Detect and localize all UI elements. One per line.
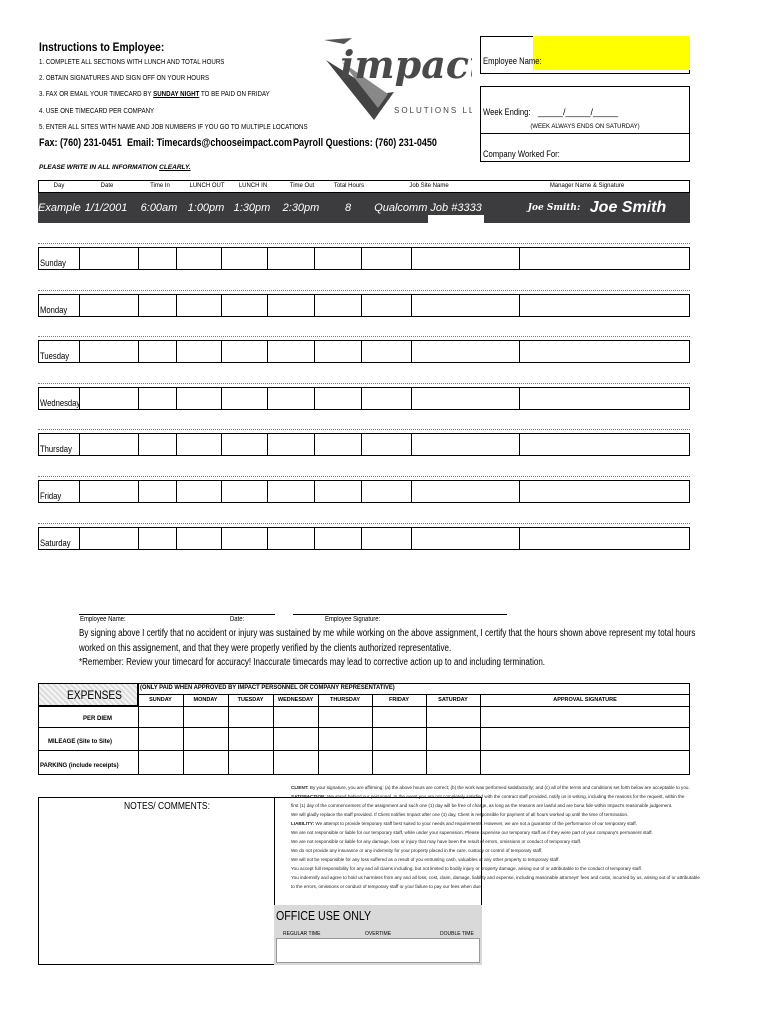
terms-heading: LIABILITY: xyxy=(291,821,315,826)
cell-border xyxy=(138,528,139,549)
write-clearly-text: PLEASE WRITE IN ALL INFORMATION xyxy=(39,164,158,171)
cell-border xyxy=(176,248,177,269)
write-clearly-emphasis: CLEARLY. xyxy=(159,164,191,171)
employee-name-line xyxy=(79,614,275,615)
grid-line xyxy=(38,706,690,707)
expense-day-header: THURSDAY xyxy=(329,697,361,703)
terms-line xyxy=(291,830,653,835)
cell-border xyxy=(411,481,412,502)
cell-border xyxy=(79,295,80,316)
cell-border xyxy=(411,388,412,409)
terms-text: first (1) day of the commencement of the assignment and such one (1) day will be free of charge, as long as the reasons are lawful and are bona fide within Impact's reasonable judgement. xyxy=(291,803,673,808)
cell-border xyxy=(221,481,222,502)
week-ending-note: (WEEK ALWAYS ENDS ON SATURDAY) xyxy=(530,124,640,130)
day-label: Tuesday xyxy=(40,351,70,361)
cell-border xyxy=(519,295,520,316)
cell-border xyxy=(267,248,268,269)
cell-border xyxy=(138,434,139,455)
day-label: Friday xyxy=(40,491,62,501)
expense-day-header: SUNDAY xyxy=(149,697,172,703)
expense-day-header: FRIDAY xyxy=(389,697,409,703)
write-clearly-note xyxy=(39,164,191,171)
row-separator xyxy=(38,290,690,291)
col-lunch-in: LUNCH IN xyxy=(238,183,268,189)
certification-text: By signing above I certify that no accident or injury was sustained by me while working on the above assignment, I certify that the hours shown above represent my total hours xyxy=(79,628,696,639)
grid-line xyxy=(228,694,229,774)
cell-border xyxy=(314,528,315,549)
cell-border xyxy=(361,295,362,316)
col-day: Day xyxy=(53,183,65,189)
cell-border xyxy=(221,295,222,316)
timecard-day-row[interactable] xyxy=(38,294,690,317)
expense-row-label: PER DIEM xyxy=(82,716,112,722)
terms-line xyxy=(291,884,482,889)
signature-line xyxy=(293,614,507,615)
expense-day-header: MONDAY xyxy=(193,697,218,703)
cell-border xyxy=(519,388,520,409)
certification-reminder: *Remember: Review your timecard for accuracy! Inaccurate timecards may lead to corrective action up to and including termination. xyxy=(79,657,545,668)
cell-border xyxy=(267,388,268,409)
cell-border xyxy=(361,248,362,269)
cell-border xyxy=(519,248,520,269)
instruction-text: 3. FAX OR EMAIL YOUR TIMECARD BY xyxy=(39,91,152,98)
cell-border xyxy=(138,295,139,316)
expenses-title-box xyxy=(38,683,138,706)
week-ending-label: Week Ending: xyxy=(483,107,531,117)
terms-text: We attempt to provide temporary staff best suited to your needs and requirements. However, we are not a guarantor of the performance of our temporary staff. xyxy=(314,821,637,826)
day-label: Sunday xyxy=(40,258,66,268)
cell-border xyxy=(411,528,412,549)
cell-border xyxy=(267,434,268,455)
terms-text: You accept full responsibility for any and all claims including, but not limited to bodily injury or property damage, arising out of or attributable to the conduct of temporary staff. xyxy=(291,866,643,871)
terms-text: We are not responsible or liable for any damage, loss or injury that may have been the result of errors, omissions or conduct of temporary staff. xyxy=(291,839,582,844)
cell-border xyxy=(79,341,80,362)
terms-line xyxy=(291,839,581,844)
expense-row-label: PARKING (include receipts) xyxy=(40,763,119,769)
terms-line xyxy=(291,857,560,862)
grid-line xyxy=(38,727,690,728)
col-date: Date xyxy=(100,183,114,189)
email-address: Email: Timecards@chooseimpact.com xyxy=(127,137,293,149)
instructions-title: Instructions to Employee: xyxy=(39,40,165,54)
cell-border xyxy=(138,248,139,269)
terms-text: We will gladly replace the staff provided. If Client notifies Impact after one (1) day, Client is responsible for payment of all hours worked up until the time of termination. xyxy=(291,812,629,817)
terms-line xyxy=(291,821,637,826)
cell-border xyxy=(221,341,222,362)
row-separator xyxy=(38,336,690,337)
cell-border xyxy=(267,341,268,362)
grid-line xyxy=(426,694,427,774)
cell-border xyxy=(176,528,177,549)
employee-signature-label: Employee Signature: xyxy=(325,616,381,623)
example-total-hours: 8 xyxy=(344,202,352,214)
cell-border xyxy=(519,528,520,549)
instruction-item: 1. COMPLETE ALL SECTIONS WITH LUNCH AND TOTAL HOURS xyxy=(39,59,225,66)
office-use-entry xyxy=(276,938,480,963)
table-header xyxy=(38,180,690,193)
cell-border xyxy=(411,248,412,269)
grid-line xyxy=(38,706,39,774)
cell-border xyxy=(361,528,362,549)
row-separator xyxy=(38,476,690,477)
col-time-in: Time In xyxy=(150,183,170,189)
cell-border xyxy=(519,481,520,502)
example-day: Example xyxy=(38,202,81,214)
cell-border xyxy=(361,481,362,502)
day-label: Saturday xyxy=(40,538,71,548)
office-use-title: OFFICE USE ONLY xyxy=(276,908,372,923)
col-manager: Manager Name & Signature xyxy=(549,183,625,189)
grid-line xyxy=(480,694,481,774)
grid-line xyxy=(138,694,139,774)
divider xyxy=(480,133,690,134)
cell-border xyxy=(221,434,222,455)
terms-text: We do not provide any insurance or any indemnity for your property placed in the care, custody or control of temporary staff. xyxy=(291,848,543,853)
terms-text: to the errors, omissions or conduct of temporary staff or your failure to pay our fees when due. xyxy=(291,884,482,889)
terms-line xyxy=(291,785,690,790)
payroll-phone: Payroll Questions: (760) 231-0450 xyxy=(293,137,437,149)
expense-day-header: SATURDAY xyxy=(438,697,468,703)
cell-border xyxy=(411,341,412,362)
example-lunch-out: 1:00pm xyxy=(187,202,225,214)
grid-line xyxy=(38,750,690,751)
expense-day-header: TUESDAY xyxy=(237,697,264,703)
instruction-item: 5. ENTER ALL SITES WITH NAME AND JOB NUMBERS IF YOU GO TO MULTIPLE LOCATIONS xyxy=(39,124,308,131)
terms-heading: CLIENT: xyxy=(291,785,309,790)
cell-border xyxy=(176,434,177,455)
cell-border xyxy=(176,341,177,362)
timecard-day-row[interactable] xyxy=(38,480,690,503)
cell-border xyxy=(361,434,362,455)
cell-border xyxy=(138,388,139,409)
timecard-day-row[interactable] xyxy=(38,433,690,456)
logo-tagline: SOLUTIONS L xyxy=(394,106,469,115)
day-label: Wednesday xyxy=(40,398,81,408)
terms-line xyxy=(291,875,700,880)
company-worked-for-label: Company Worked For: xyxy=(483,149,560,159)
example-row xyxy=(38,193,690,223)
row-separator xyxy=(38,383,690,384)
example-manager-signature: Joe Smith: xyxy=(527,203,581,213)
grid-line xyxy=(138,683,139,695)
logo-graphic xyxy=(322,36,472,128)
cell-border xyxy=(79,434,80,455)
employee-name-label: Employee Name: xyxy=(483,56,542,66)
terms-text: We stand behind our personnel. In the event you are not completely satisfied with the contract staff provided, notify us in writing, including the reasons for the request, within the xyxy=(325,794,685,799)
cell-border xyxy=(314,341,315,362)
timecard-day-row[interactable] xyxy=(38,387,690,410)
week-ending-input[interactable]: _____/_____/_____ xyxy=(538,107,619,117)
cell-border xyxy=(221,528,222,549)
cell-border xyxy=(314,434,315,455)
timecard-day-row[interactable] xyxy=(38,247,690,270)
example-job-site: Qualcomm Job #3333 xyxy=(374,202,482,214)
terms-line xyxy=(291,848,543,853)
cell-border xyxy=(79,481,80,502)
instruction-item: 2. OBTAIN SIGNATURES AND SIGN OFF ON YOUR HOURS xyxy=(39,75,210,82)
instruction-emphasis: SUNDAY NIGHT xyxy=(153,91,200,98)
cell-border xyxy=(267,295,268,316)
cell-border xyxy=(314,481,315,502)
office-regular-label: REGULAR TIME xyxy=(283,931,321,937)
day-label: Monday xyxy=(40,305,68,315)
notes-label: NOTES/ COMMENTS: xyxy=(124,801,210,812)
grid-line xyxy=(138,694,690,695)
cell-border xyxy=(267,481,268,502)
cell-border xyxy=(79,248,80,269)
cell-border xyxy=(221,388,222,409)
cell-border xyxy=(79,528,80,549)
day-label: Thursday xyxy=(40,444,72,454)
impact-logo xyxy=(322,36,472,128)
cell-border xyxy=(519,434,520,455)
example-date: 1/1/2001 xyxy=(84,202,128,214)
employee-name-sig-label: Employee Name: xyxy=(80,616,126,623)
timecard-day-row[interactable] xyxy=(38,527,690,550)
col-time-out: Time Out xyxy=(289,183,315,189)
expense-row-label: MILEAGE (Site to Site) xyxy=(47,739,112,745)
cell-border xyxy=(176,388,177,409)
terms-line xyxy=(291,812,628,817)
cell-border xyxy=(314,388,315,409)
office-overtime-label: OVERTIME xyxy=(365,931,392,937)
grid-line xyxy=(372,694,373,774)
grid-line xyxy=(38,774,690,775)
employee-name-input[interactable] xyxy=(533,36,690,70)
cell-border xyxy=(411,434,412,455)
approval-signature-header: APPROVAL SIGNATURE xyxy=(553,697,617,703)
grid-line xyxy=(183,694,184,774)
grid-line xyxy=(138,683,690,684)
expenses-note: (ONLY PAID WHEN APPROVED BY IMPACT PERSONNEL OR COMPANY REPRESENTATIVE) xyxy=(140,684,395,691)
col-lunch-out: LUNCH OUT xyxy=(189,183,225,189)
certification-text: worked on this assignement, and that they were properly verified by the clients authorized representative. xyxy=(79,643,452,654)
cell-border xyxy=(176,481,177,502)
cell-border xyxy=(267,528,268,549)
terms-text: By your signature, you are affirming: (a) the above hours are correct; (b) the work was performed satisfactorily; and (c) all of the terms and conditions set forth below are acceptable to you. xyxy=(308,785,690,790)
terms-line xyxy=(291,794,685,799)
example-time-out: 2:30pm xyxy=(282,202,320,214)
instruction-tail: TO BE PAID ON FRIDAY xyxy=(200,91,270,98)
cell-border xyxy=(138,481,139,502)
cell-border xyxy=(411,295,412,316)
terms-line xyxy=(291,866,642,871)
cell-border xyxy=(314,295,315,316)
timecard-day-row[interactable] xyxy=(38,340,690,363)
cell-border xyxy=(519,341,520,362)
terms-text: We will not be responsible for any loss suffered as a result of you entrusting cash, valuables or any other property to temporary staff. xyxy=(291,857,560,862)
row-separator xyxy=(38,243,690,244)
instruction-item: 4. USE ONE TIMECARD PER COMPANY xyxy=(39,108,155,115)
row-separator xyxy=(38,523,690,524)
grid-line xyxy=(273,694,274,774)
terms-text: You indemnify and agree to hold us harmless from any and all loss, cost, claim, damage, liability and expense, including reasonable attorneys' fees and costs, incurred by us, arising out of or attributable xyxy=(291,875,700,880)
office-double-label: DOUBLE TIME xyxy=(440,931,474,937)
terms-text: We are not responsible or liable for our temporary staff, while under your supervision. Please supervise our temporary staff as if they were part of your company's permanent staff. xyxy=(291,830,653,835)
terms-heading: SATISFACTION: xyxy=(291,794,326,799)
fax-number: Fax: (760) 231-0451 xyxy=(39,137,122,149)
grid-line xyxy=(318,694,319,774)
cell-border xyxy=(361,341,362,362)
date-sig-label: Date: xyxy=(230,616,245,623)
example-lunch-in: 1:30pm xyxy=(233,202,271,214)
cell-border xyxy=(361,388,362,409)
col-total-hours: Total Hours xyxy=(333,183,365,189)
row-separator xyxy=(38,429,690,430)
cell-border xyxy=(221,248,222,269)
cell-border xyxy=(138,341,139,362)
col-job-site: Job Site Name xyxy=(409,183,449,189)
cell-border xyxy=(176,295,177,316)
expense-day-header: WEDNESDAY xyxy=(277,697,314,703)
example-time-in: 6:00am xyxy=(140,202,178,214)
terms-line xyxy=(291,803,672,808)
expenses-title: EXPENSES xyxy=(67,688,122,702)
example-manager-name: Joe Smith xyxy=(589,199,667,216)
cell-border xyxy=(314,248,315,269)
instruction-item xyxy=(39,91,270,98)
logo-wordmark: impac xyxy=(340,42,469,87)
